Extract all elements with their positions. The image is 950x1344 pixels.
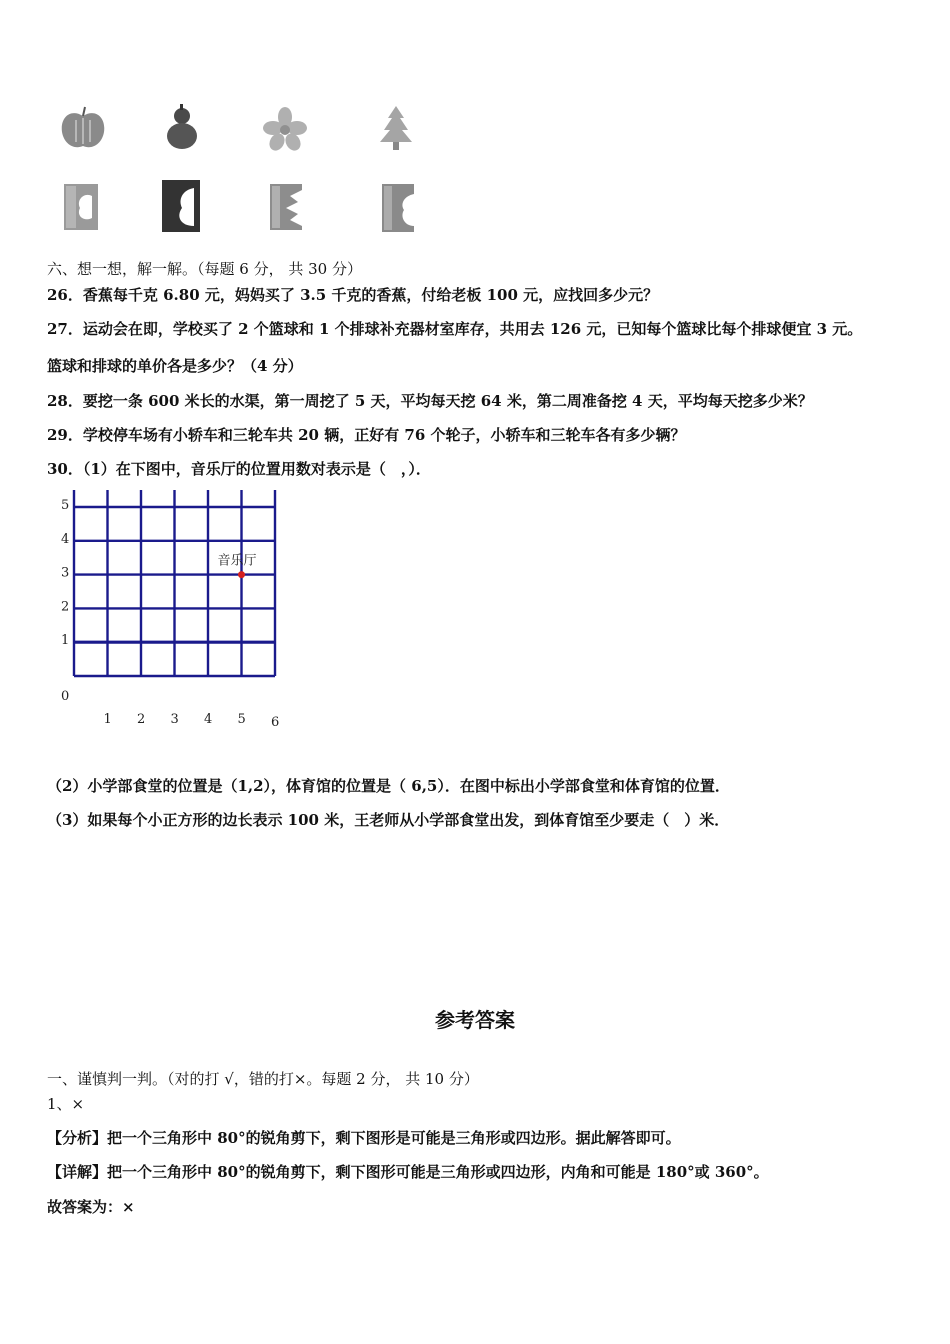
grid-lines: [74, 490, 275, 676]
grid-x-label: 6: [271, 715, 280, 730]
answers-title: 参考答案: [435, 1008, 515, 1032]
apple-shape-figure: [58, 104, 108, 152]
question-27-part2: 篮球和排球的单价各是多少？（4 分）: [47, 357, 303, 375]
answers-section1-heading: 一、谨慎判一判。（对的打 √，错的打×。每题 2 分， 共 10 分）: [47, 1070, 479, 1088]
question-28: 28．要挖一条 600 米长的水渠，第一周挖了 5 天，平均每天挖 64 米，第二周准备挖 4 天，平均每天挖多少米？: [47, 392, 813, 410]
question-30-part3: （3）如果每个小正方形的边长表示 100 米，王老师从小学部食堂出发，到体育馆至少要走（ ）米．: [47, 811, 730, 829]
grid-x-label: 2: [137, 712, 146, 727]
cutout-apple-figure: [62, 182, 100, 232]
flower-shape-figure: [262, 106, 308, 152]
answer-analysis: 【分析】把一个三角形中 80°的锐角剪下，剩下图形是可能是三角形或四边形。据此解答即可。: [47, 1129, 681, 1147]
music-hall-point: [238, 571, 245, 578]
answer-1: 1、×: [47, 1095, 85, 1113]
question-27-part1: 27．运动会在即，学校买了 2 个篮球和 1 个排球补充器材室库存，共用去 126 元，已知每个篮球比每个排球便宜 3 元。: [47, 320, 863, 338]
grid-y-labels: [61, 490, 69, 704]
question-26: 26．香蕉每千克 6.80 元，妈妈买了 3.5 千克的香蕉，付给老板 100 元，应找回多少元？: [47, 286, 659, 304]
cutout-tree-figure: [380, 182, 416, 234]
grid-x-labels: [104, 712, 280, 730]
grid-y-label: 1: [61, 633, 70, 649]
answer-detail: 【详解】把一个三角形中 80°的锐角剪下，剩下图形可能是三角形或四边形，内角和可能是 180°或 360°。: [47, 1163, 769, 1181]
grid-y-label: 3: [61, 565, 70, 581]
question-30-part1: 30．（1）在下图中，音乐厅的位置用数对表示是（ ，）．: [47, 460, 431, 478]
grid-y-label: 4: [61, 531, 70, 547]
tree-shape-figure: [376, 104, 416, 152]
gourd-shape-figure: [162, 102, 202, 152]
answer-conclusion: 故答案为：×: [47, 1198, 135, 1216]
grid-x-label: 5: [237, 712, 246, 727]
question-29: 29．学校停车场有小轿车和三轮车共 20 辆，正好有 76 个轮子，小轿车和三轮车各有多少辆？: [47, 426, 686, 444]
grid-y-label: 2: [61, 599, 70, 615]
cutout-flower-figure: [268, 182, 304, 232]
grid-y-label: 0: [61, 689, 70, 704]
grid-x-label: 1: [103, 712, 112, 727]
coordinate-grid-figure: [40, 490, 290, 740]
grid-x-label: 4: [204, 712, 213, 727]
cutout-gourd-figure: [160, 178, 202, 234]
question-30-part2: （2）小学部食堂的位置是（1,2），体育馆的位置是（ 6,5）．在图中标出小学部食堂和体育馆的位置．: [47, 777, 730, 795]
grid-x-label: 3: [170, 712, 179, 727]
section6-heading: 六、想一想，解一解。（每题 6 分， 共 30 分）: [47, 260, 362, 278]
music-hall-label: 音乐厅: [217, 553, 257, 569]
grid-y-label: 5: [61, 498, 70, 513]
